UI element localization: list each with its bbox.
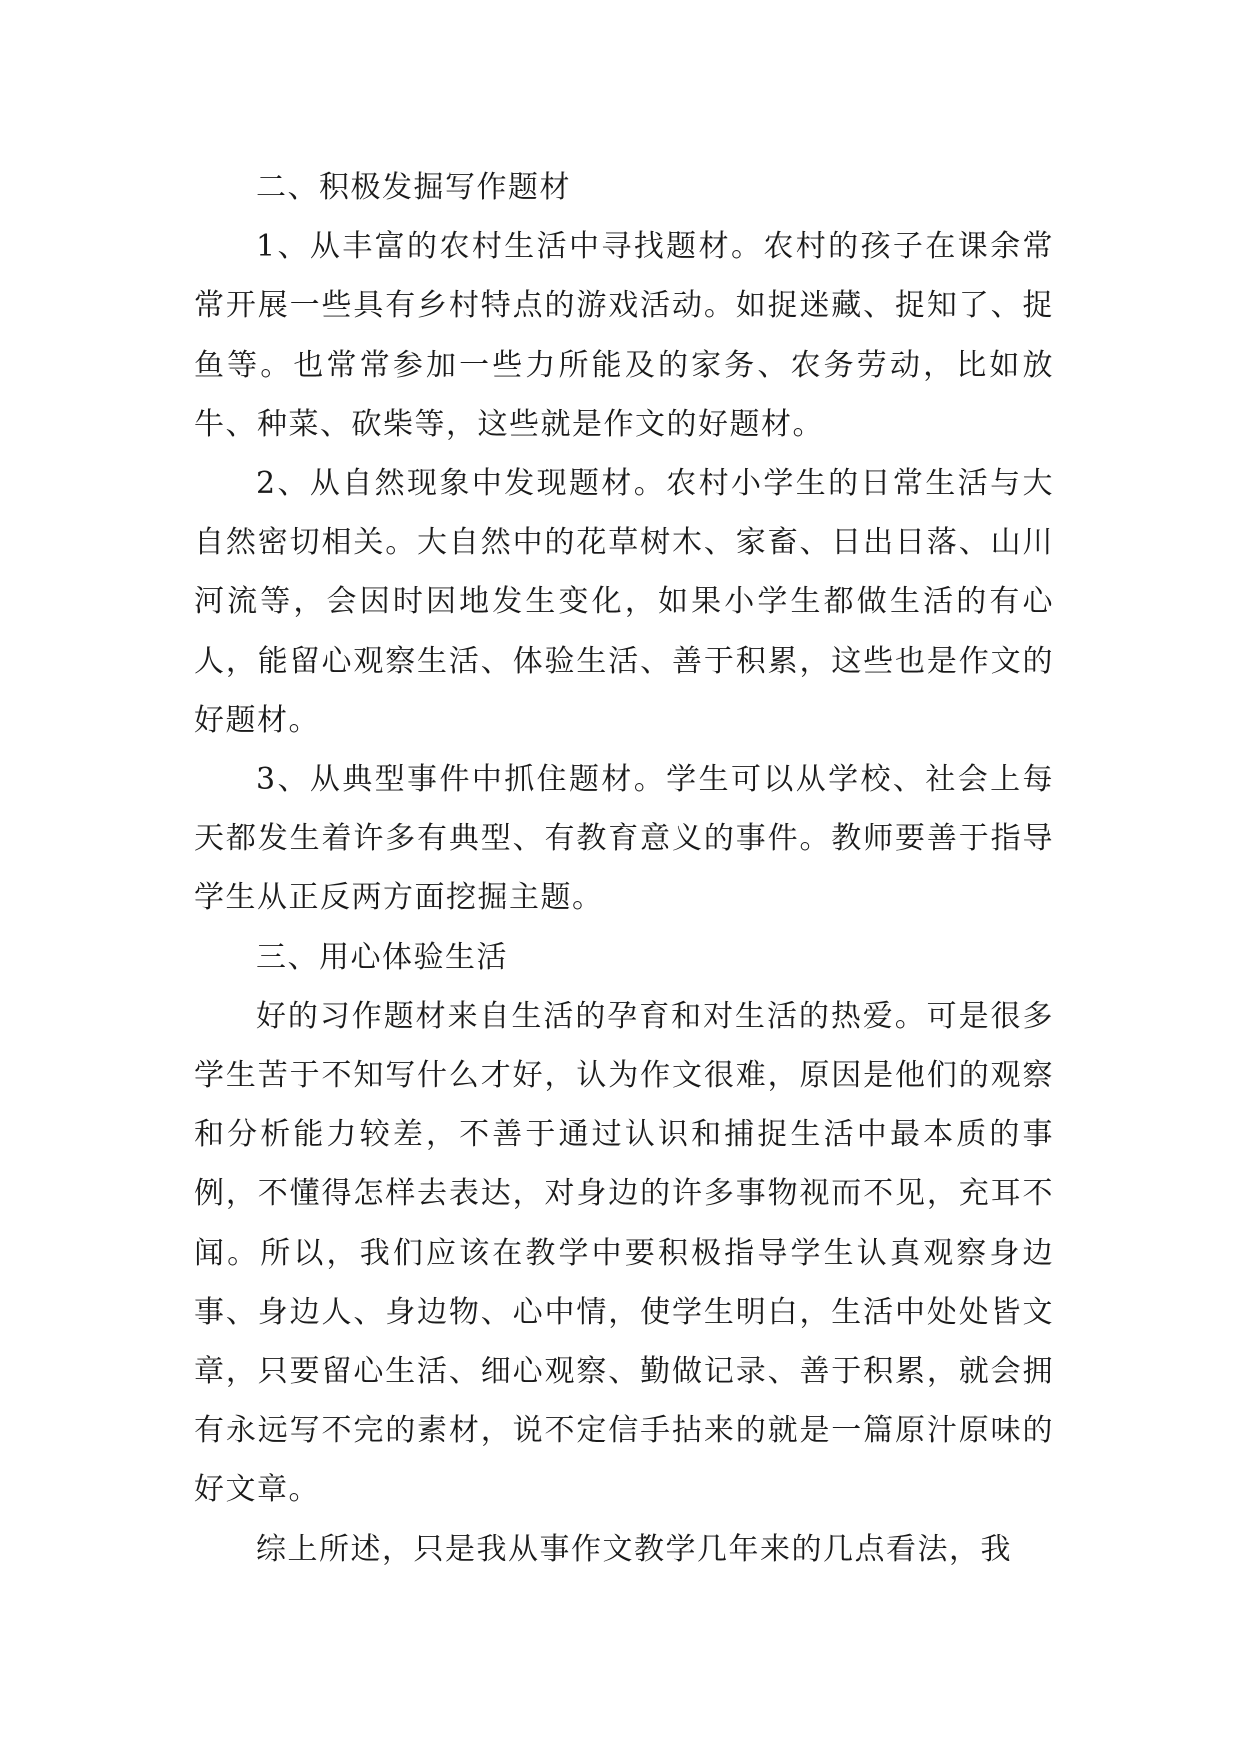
paragraph-topic-2: 2、从自然现象中发现题材。农村小学生的日常生活与大自然密切相关。大自然中的花草树木、家畜、日出日落、山川河流等，会因时因地发生变化，如果小学生都做生活的有心人，能留心观察生活、体验生活、善于积累，这些也是作文的好题材。 <box>194 466 1054 738</box>
paragraph-summary: 综上所述，只是我从事作文教学几年来的几点看法，我 <box>256 1531 1012 1567</box>
document-body <box>194 158 1054 1579</box>
paragraph-experience-life: 好的习作题材来自生活的孕育和对生活的热爱。可是很多学生苦于不知写什么才好，认为作文很难，原因是他们的观察和分析能力较差，不善于通过认识和捕捉生活中最本质的事例，不懂得怎样去表达，对身边的许多事物视而不见，充耳不闻。所以，我们应该在教学中要积极指导学生认真观察身边事、身边人、身边物、心中情，使学生明白，生活中处处皆文章，只要留心生活、细心观察、勤做记录、善于积累，就会拥有永远写不完的素材，说不定信手拈来的就是一篇原汁原味的好文章。 <box>194 998 1054 1508</box>
paragraph-topic-1: 1、从丰富的农村生活中寻找题材。农村的孩子在课余常常开展一些具有乡村特点的游戏活动。如捉迷藏、捉知了、捉鱼等。也常常参加一些力所能及的家务、农务劳动，比如放牛、种菜、砍柴等，这些就是作文的好题材。 <box>194 229 1054 442</box>
paragraph-topic-3: 3、从典型事件中抓住题材。学生可以从学校、社会上每天都发生着许多有典型、有教育意义的事件。教师要善于指导学生从正反两方面挖掘主题。 <box>194 762 1054 916</box>
section-heading-2: 二、积极发掘写作题材 <box>256 170 571 205</box>
section-heading-3: 三、用心体验生活 <box>256 939 508 975</box>
